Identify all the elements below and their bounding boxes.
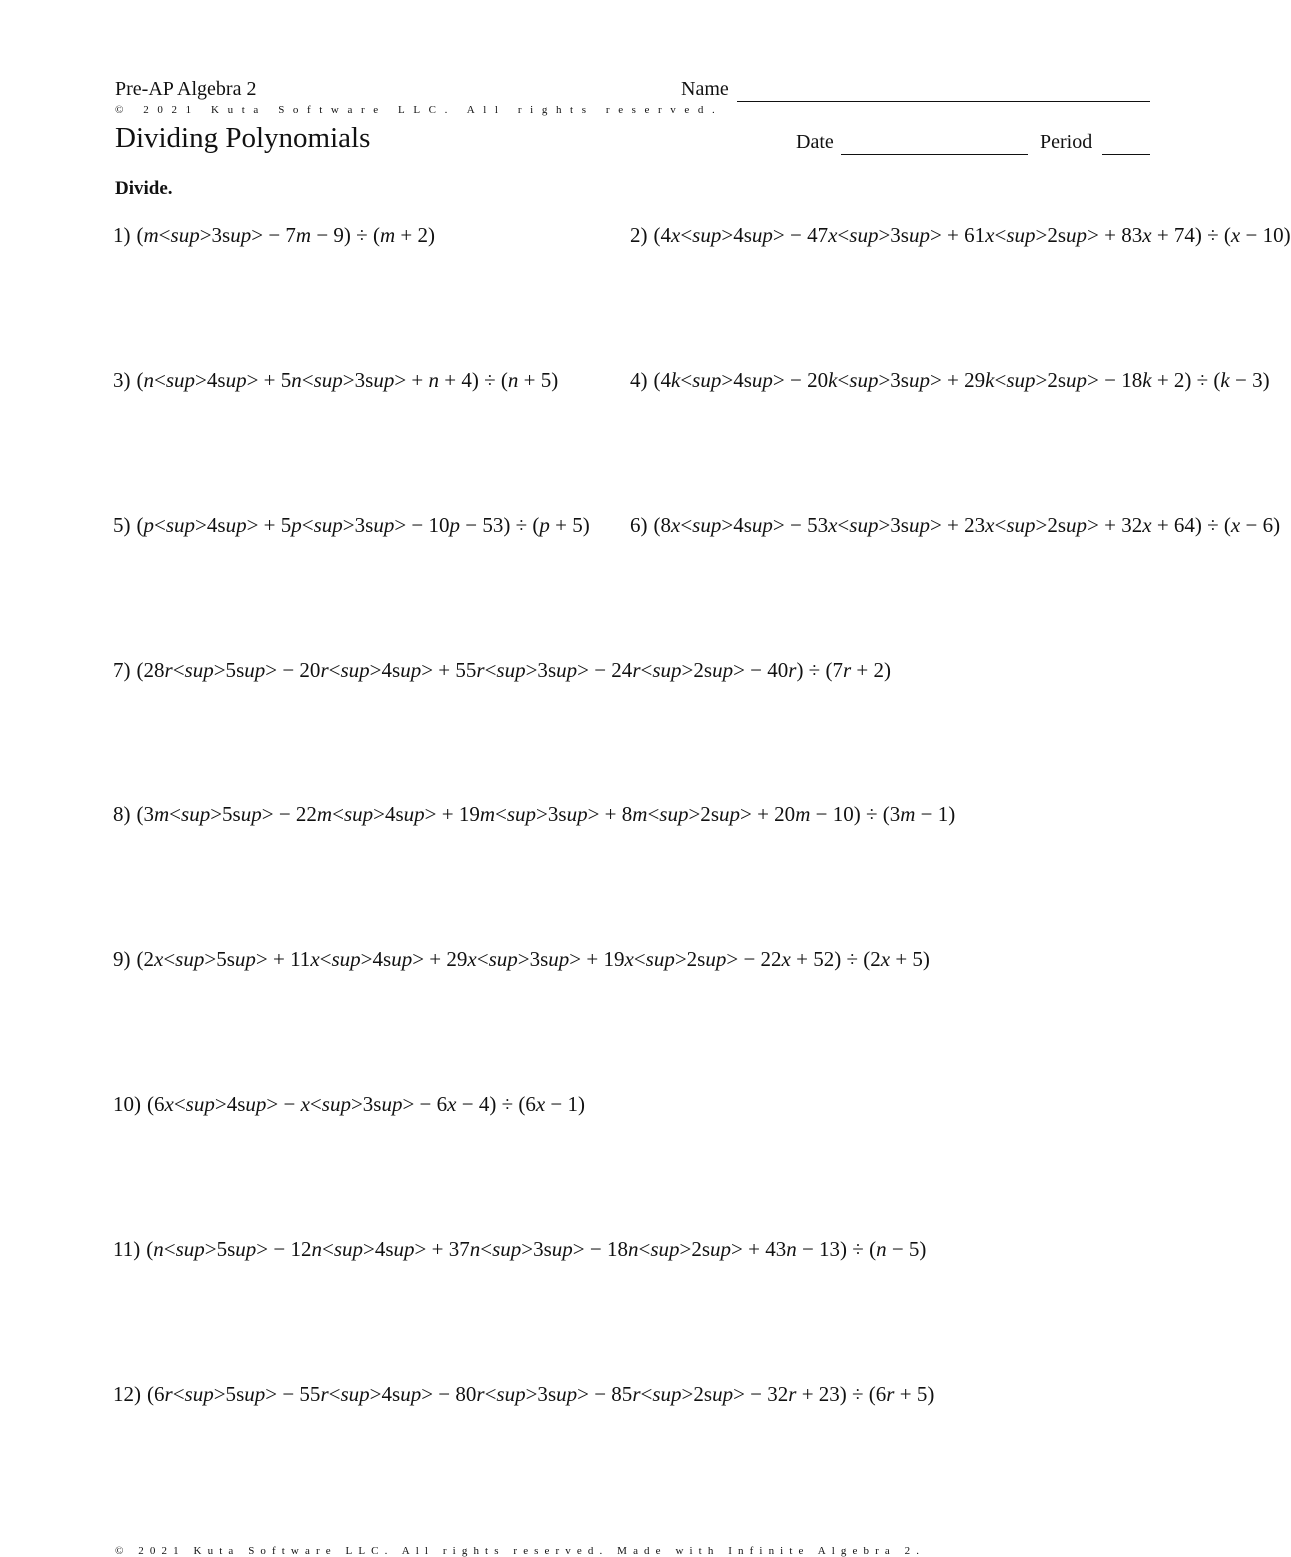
problem-6 xyxy=(630,513,1280,538)
problem-number: 11) xyxy=(113,1237,141,1261)
date-field-line xyxy=(841,154,1028,155)
problem-5 xyxy=(113,513,590,538)
problem-number: 5) xyxy=(113,513,131,537)
problem-9 xyxy=(113,947,930,972)
problem-4 xyxy=(630,368,1270,393)
problem-expression: (8x<sup>4sup> − 53x<sup>3sup> + 23x<sup>2sup> + 32x + 64) ÷ (x − 6) xyxy=(653,513,1281,537)
name-field-line xyxy=(737,101,1150,102)
problem-number: 1) xyxy=(113,223,131,247)
problem-expression: (p<sup>4sup> + 5p<sup>3sup> − 10p − 53) ÷ (p + 5) xyxy=(136,513,590,537)
problem-expression: (4k<sup>4sup> − 20k<sup>3sup> + 29k<sup>2sup> − 18k + 2) ÷ (k − 3) xyxy=(653,368,1270,392)
copyright-notice: © 2021 Kuta Software LLC. All rights reserved. xyxy=(115,104,724,116)
problem-expression: (3m<sup>5sup> − 22m<sup>4sup> + 19m<sup>3sup> + 8m<sup>2sup> + 20m − 10) ÷ (3m − 1) xyxy=(136,802,956,826)
problem-expression: (n<sup>4sup> + 5n<sup>3sup> + n + 4) ÷ (n + 5) xyxy=(136,368,559,392)
problem-number: 8) xyxy=(113,802,131,826)
problem-3 xyxy=(113,368,558,393)
date-label: Date xyxy=(796,131,834,153)
problem-number: 9) xyxy=(113,947,131,971)
problem-number: 3) xyxy=(113,368,131,392)
problem-number: 6) xyxy=(630,513,648,537)
problem-number: 7) xyxy=(113,658,131,682)
problem-2 xyxy=(630,223,1291,248)
problem-1 xyxy=(113,223,435,248)
period-label: Period xyxy=(1040,131,1093,153)
footer-copyright: © 2021 Kuta Software LLC. All rights reserved. Made with Infinite Algebra 2. xyxy=(115,1545,926,1557)
problem-number: 2) xyxy=(630,223,648,247)
problem-number: 4) xyxy=(630,368,648,392)
problem-expression: (m<sup>3sup> − 7m − 9) ÷ (m + 2) xyxy=(136,223,435,247)
problem-expression: (28r<sup>5sup> − 20r<sup>4sup> + 55r<sup>3sup> − 24r<sup>2sup> − 40r) ÷ (7r + 2) xyxy=(136,658,891,682)
problem-number: 10) xyxy=(113,1092,141,1116)
problem-10 xyxy=(113,1092,585,1117)
problem-7 xyxy=(113,658,891,683)
instructions: Divide. xyxy=(115,178,173,199)
problem-number: 12) xyxy=(113,1382,141,1406)
problem-12 xyxy=(113,1382,934,1407)
problem-8 xyxy=(113,802,955,827)
problem-expression: (6x<sup>4sup> − x<sup>3sup> − 6x − 4) ÷ (6x − 1) xyxy=(147,1092,586,1116)
course-name: Pre-AP Algebra 2 xyxy=(115,78,257,100)
problem-expression: (6r<sup>5sup> − 55r<sup>4sup> − 80r<sup>3sup> − 85r<sup>2sup> − 32r + 23) ÷ (6r + 5) xyxy=(147,1382,935,1406)
name-label: Name xyxy=(681,78,729,100)
period-field-line xyxy=(1102,154,1150,155)
problem-expression: (n<sup>5sup> − 12n<sup>4sup> + 37n<sup>3sup> − 18n<sup>2sup> + 43n − 13) ÷ (n − 5) xyxy=(146,1237,927,1261)
worksheet-title: Dividing Polynomials xyxy=(115,122,371,154)
problem-expression: (4x<sup>4sup> − 47x<sup>3sup> + 61x<sup>2sup> + 83x + 74) ÷ (x − 10) xyxy=(653,223,1291,247)
problem-11 xyxy=(113,1237,926,1262)
problem-expression: (2x<sup>5sup> + 11x<sup>4sup> + 29x<sup>3sup> + 19x<sup>2sup> − 22x + 52) ÷ (2x + 5) xyxy=(136,947,930,971)
